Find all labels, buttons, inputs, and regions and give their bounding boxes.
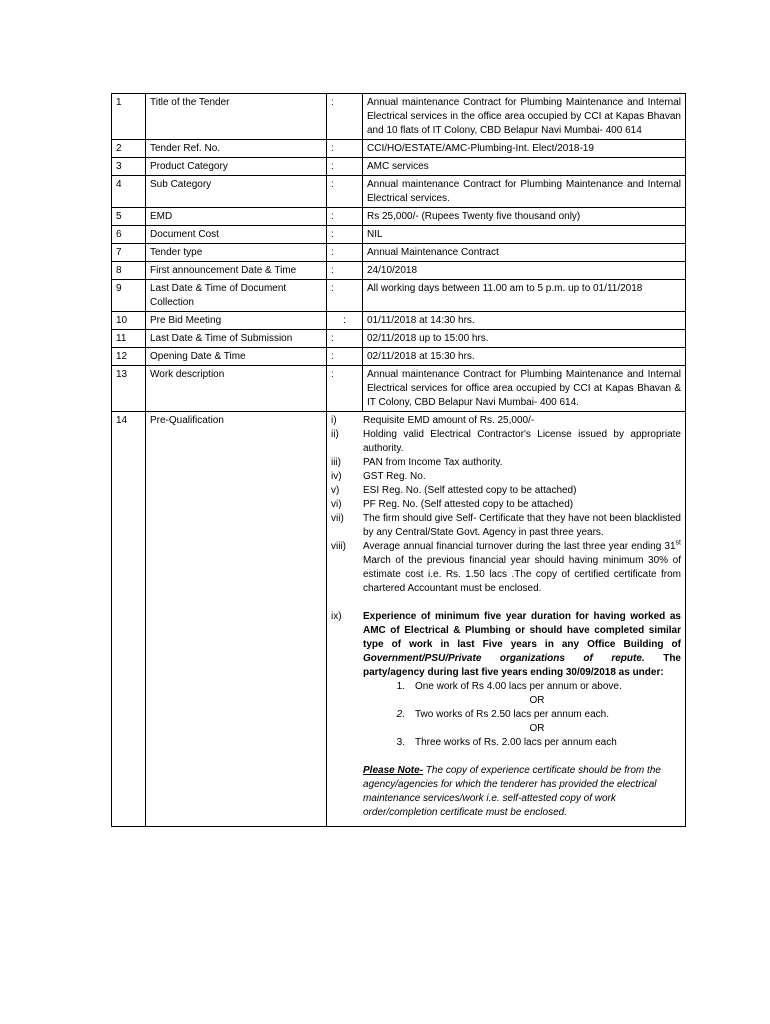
row-label: Pre Bid Meeting	[146, 312, 327, 330]
item-text: Experience of minimum five year duration for having worked as AMC of Electrical & Plumbing or should have completed similar type of work in last Five years in any Office Building of Government/PSU/Private organizations of repute. The party/agency during last five years ending 30/09/2018 as under: 1. One work of Rs 4.00 lacs per annum or above. OR 2. Two works of Rs 2.50 lacs per annum each. OR 3. Three works of Rs. 2.00 lacs per annum each Please Note- The copy of experience certificate should be from the agency/agencies for which the tenderer has provided the electrical maintenance services/work i.e. self-attested copy of work order/completion certificate must be enclosed.	[363, 611, 681, 818]
row-value: 24/10/2018	[363, 262, 686, 280]
item-mark: vii)	[331, 513, 344, 524]
row-value: Annual Maintenance Contract	[363, 244, 686, 262]
experience-option-2: 2. Two works of Rs 2.50 lacs per annum each.	[396, 709, 609, 720]
prequalification-section	[112, 412, 686, 827]
table-row-6	[112, 226, 686, 244]
prequalification-item-5	[331, 484, 681, 498]
row-label: Tender Ref. No.	[146, 140, 327, 158]
row-label: Work description	[146, 366, 327, 412]
table-row-5	[112, 208, 686, 226]
table-row-11	[112, 330, 686, 348]
row-number: 13	[112, 366, 146, 412]
row-separator: :	[327, 140, 363, 158]
item-text: The firm should give Self- Certificate that they have not been blacklisted by any Central/State Govt. Agency in past three years.	[363, 513, 681, 538]
prequalification-item-4	[331, 470, 681, 484]
row-number: 5	[112, 208, 146, 226]
please-note: Please Note- The copy of experience certificate should be from the agency/agencies for which the tenderer has provided the electrical maintenance services/work i.e. self-attested copy of work order/completion certificate must be enclosed.	[363, 765, 661, 818]
row-label: First announcement Date & Time	[146, 262, 327, 280]
row-label: Opening Date & Time	[146, 348, 327, 366]
item-text: ESI Reg. No. (Self attested copy to be attached)	[363, 485, 577, 496]
row-number: 4	[112, 176, 146, 208]
item-mark: ix)	[331, 611, 342, 622]
row-separator: :	[327, 208, 363, 226]
row-separator: :	[327, 280, 363, 312]
row-label: Sub Category	[146, 176, 327, 208]
row-number: 3	[112, 158, 146, 176]
table-row-7	[112, 244, 686, 262]
item-mark: i)	[331, 415, 337, 426]
row-separator: :	[327, 226, 363, 244]
prequalification-item-9	[331, 610, 681, 820]
prequalification-item-3	[331, 456, 681, 470]
row-label: Pre-Qualification	[146, 412, 327, 827]
row-separator: :	[327, 312, 363, 330]
table-row-13	[112, 366, 686, 412]
table-row-8	[112, 262, 686, 280]
prequalification-item-8	[331, 540, 681, 596]
row-separator: :	[327, 94, 363, 140]
row-value: NIL	[363, 226, 686, 244]
row-separator: :	[327, 262, 363, 280]
row-number: 8	[112, 262, 146, 280]
tender-details-table	[111, 93, 686, 827]
experience-option-1: 1. One work of Rs 4.00 lacs per annum or above.	[396, 681, 622, 692]
row-separator: :	[327, 348, 363, 366]
or-separator: OR	[529, 695, 545, 706]
prequalification-item-6	[331, 498, 681, 512]
row-number: 2	[112, 140, 146, 158]
table-row-14	[112, 412, 686, 827]
prequalification-list	[331, 414, 681, 540]
prequalification-item-7	[331, 512, 681, 540]
row-label: Document Cost	[146, 226, 327, 244]
row-number: 6	[112, 226, 146, 244]
table-row-1	[112, 94, 686, 140]
table-row-12	[112, 348, 686, 366]
item-mark: ii)	[331, 429, 339, 440]
row-label: EMD	[146, 208, 327, 226]
experience-option-3: 3. Three works of Rs. 2.00 lacs per annum each	[396, 737, 617, 748]
row-label: Product Category	[146, 158, 327, 176]
row-number: 1	[112, 94, 146, 140]
row-number: 10	[112, 312, 146, 330]
row-value: Annual maintenance Contract for Plumbing Maintenance and Internal Electrical services in the office area occupied by CCI at Kapas Bhavan and 10 flats of IT Colony, CBD Belapur Navi Mumbai- 400 614	[363, 94, 686, 140]
prequalification-item-2	[331, 428, 681, 456]
row-separator: :	[327, 330, 363, 348]
row-separator: :	[327, 366, 363, 412]
tender-document	[111, 93, 685, 827]
row-number: 7	[112, 244, 146, 262]
row-value: Rs 25,000/- (Rupees Twenty five thousand only)	[363, 208, 686, 226]
item-mark: v)	[331, 485, 340, 496]
item-mark: iv)	[331, 471, 342, 482]
table-row-9	[112, 280, 686, 312]
row-label: Last Date & Time of Document Collection	[146, 280, 327, 312]
row-value: 02/11/2018 at 15:30 hrs.	[363, 348, 686, 366]
table-row-2	[112, 140, 686, 158]
table-row-4	[112, 176, 686, 208]
row-value: 01/11/2018 at 14:30 hrs.	[363, 312, 686, 330]
item-mark: vi)	[331, 499, 342, 510]
row-separator: :	[327, 158, 363, 176]
tender-rows	[112, 94, 686, 412]
row-label: Last Date & Time of Submission	[146, 330, 327, 348]
row-value: AMC services	[363, 158, 686, 176]
item-mark: viii)	[331, 541, 346, 552]
row-value: All working days between 11.00 am to 5 p.m. up to 01/11/2018	[363, 280, 686, 312]
table-row-10	[112, 312, 686, 330]
row-separator: :	[327, 176, 363, 208]
row-label: Title of the Tender	[146, 94, 327, 140]
or-separator: OR	[529, 723, 545, 734]
row-number: 11	[112, 330, 146, 348]
item-text: PAN from Income Tax authority.	[363, 457, 503, 468]
item-text: Average annual financial turnover during the last three year ending 31st March of the previous financial year should having minimum 30% of estimate cost i.e. Rs. 1.50 lacs .The copy of certified certificate from chartered Accountant must be enclosed.	[363, 539, 681, 594]
table-row-3	[112, 158, 686, 176]
row-label: Tender type	[146, 244, 327, 262]
row-number: 12	[112, 348, 146, 366]
item-text: PF Reg. No. (Self attested copy to be attached)	[363, 499, 574, 510]
row-number: 14	[112, 412, 146, 827]
row-separator: :	[327, 244, 363, 262]
row-number: 9	[112, 280, 146, 312]
prequalification-item-1	[331, 414, 681, 428]
row-value: Annual maintenance Contract for Plumbing Maintenance and Internal Electrical services.	[363, 176, 686, 208]
item-text: GST Reg. No.	[363, 471, 426, 482]
row-value: 02/11/2018 up to 15:00 hrs.	[363, 330, 686, 348]
row-value: Annual maintenance Contract for Plumbing Maintenance and Internal Electrical services for office area occupied by CCI at Kapas Bhavan & IT Colony, CBD Belapur Navi Mumbai- 400 614.	[363, 366, 686, 412]
item-mark: iii)	[331, 457, 341, 468]
item-text: Requisite EMD amount of Rs. 25,000/-	[363, 415, 535, 426]
item-text: Holding valid Electrical Contractor's License issued by appropriate authority.	[363, 429, 681, 454]
row-value: CCI/HO/ESTATE/AMC-Plumbing-Int. Elect/2018-19	[363, 140, 686, 158]
